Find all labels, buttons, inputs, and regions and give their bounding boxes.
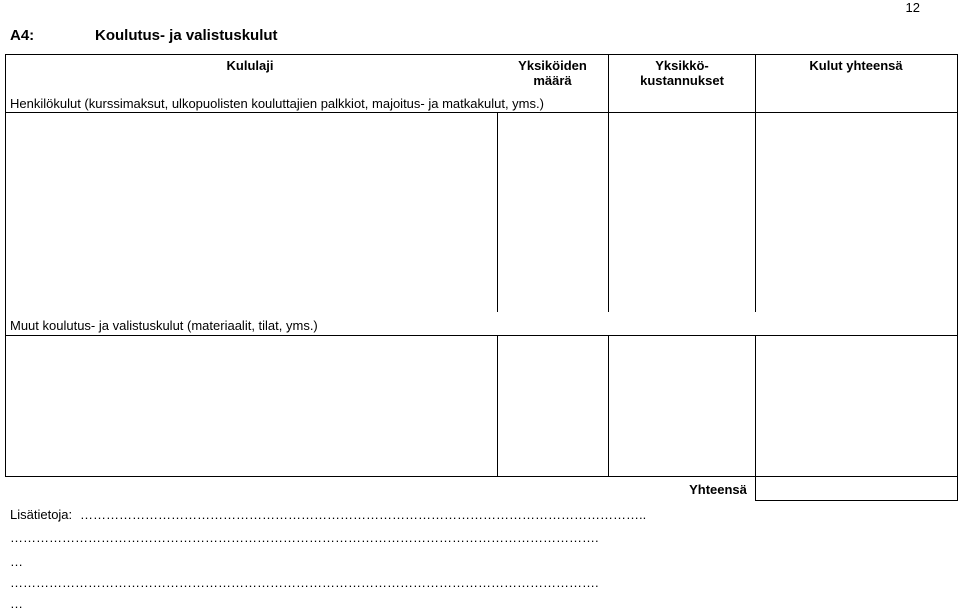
- table-divider: [5, 112, 958, 113]
- form-code: A4:: [10, 27, 35, 44]
- additional-info-line[interactable]: ……………………………………………………………………………………………………………………….: [10, 575, 599, 590]
- page-number: 12: [905, 0, 920, 15]
- header-cost-type: Kululaji: [226, 58, 274, 73]
- section-label-other-costs: Muut koulutus- ja valistuskulut (materiaalit, tilat, yms.): [10, 318, 318, 333]
- additional-info-line[interactable]: …………………………………………………………………………………………………………………..: [80, 507, 647, 522]
- column-divider: [608, 335, 609, 476]
- column-divider: [497, 335, 498, 476]
- header-unit-count: Yksiköiden määrä: [518, 58, 587, 88]
- additional-info-label: Lisätietoja:: [10, 507, 73, 522]
- table-divider: [5, 335, 958, 336]
- table-border-left: [5, 54, 6, 476]
- total-value-cell[interactable]: [756, 477, 956, 499]
- additional-info-line[interactable]: ……………………………………………………………………………………………………………………….: [10, 530, 599, 545]
- column-divider: [755, 335, 756, 500]
- section-label-personnel-costs: Henkilökulut (kurssimaksut, ulkopuolisten kouluttajien palkkiot, majoitus- ja matkakulut, yms.): [10, 96, 544, 111]
- additional-info-line[interactable]: …: [10, 554, 23, 569]
- table-border-right: [957, 54, 958, 500]
- total-label: Yhteensä: [689, 482, 747, 497]
- additional-info-line[interactable]: …: [10, 596, 23, 611]
- column-divider: [608, 54, 609, 312]
- form-title: Koulutus- ja valistuskulut: [95, 27, 278, 44]
- table-border-top: [5, 54, 958, 55]
- column-divider: [497, 112, 498, 312]
- header-unit-cost: Yksikkö- kustannukset: [640, 58, 724, 88]
- header-total: Kulut yhteensä: [809, 58, 903, 73]
- table-border-bottom: [755, 500, 958, 501]
- column-divider: [755, 54, 756, 312]
